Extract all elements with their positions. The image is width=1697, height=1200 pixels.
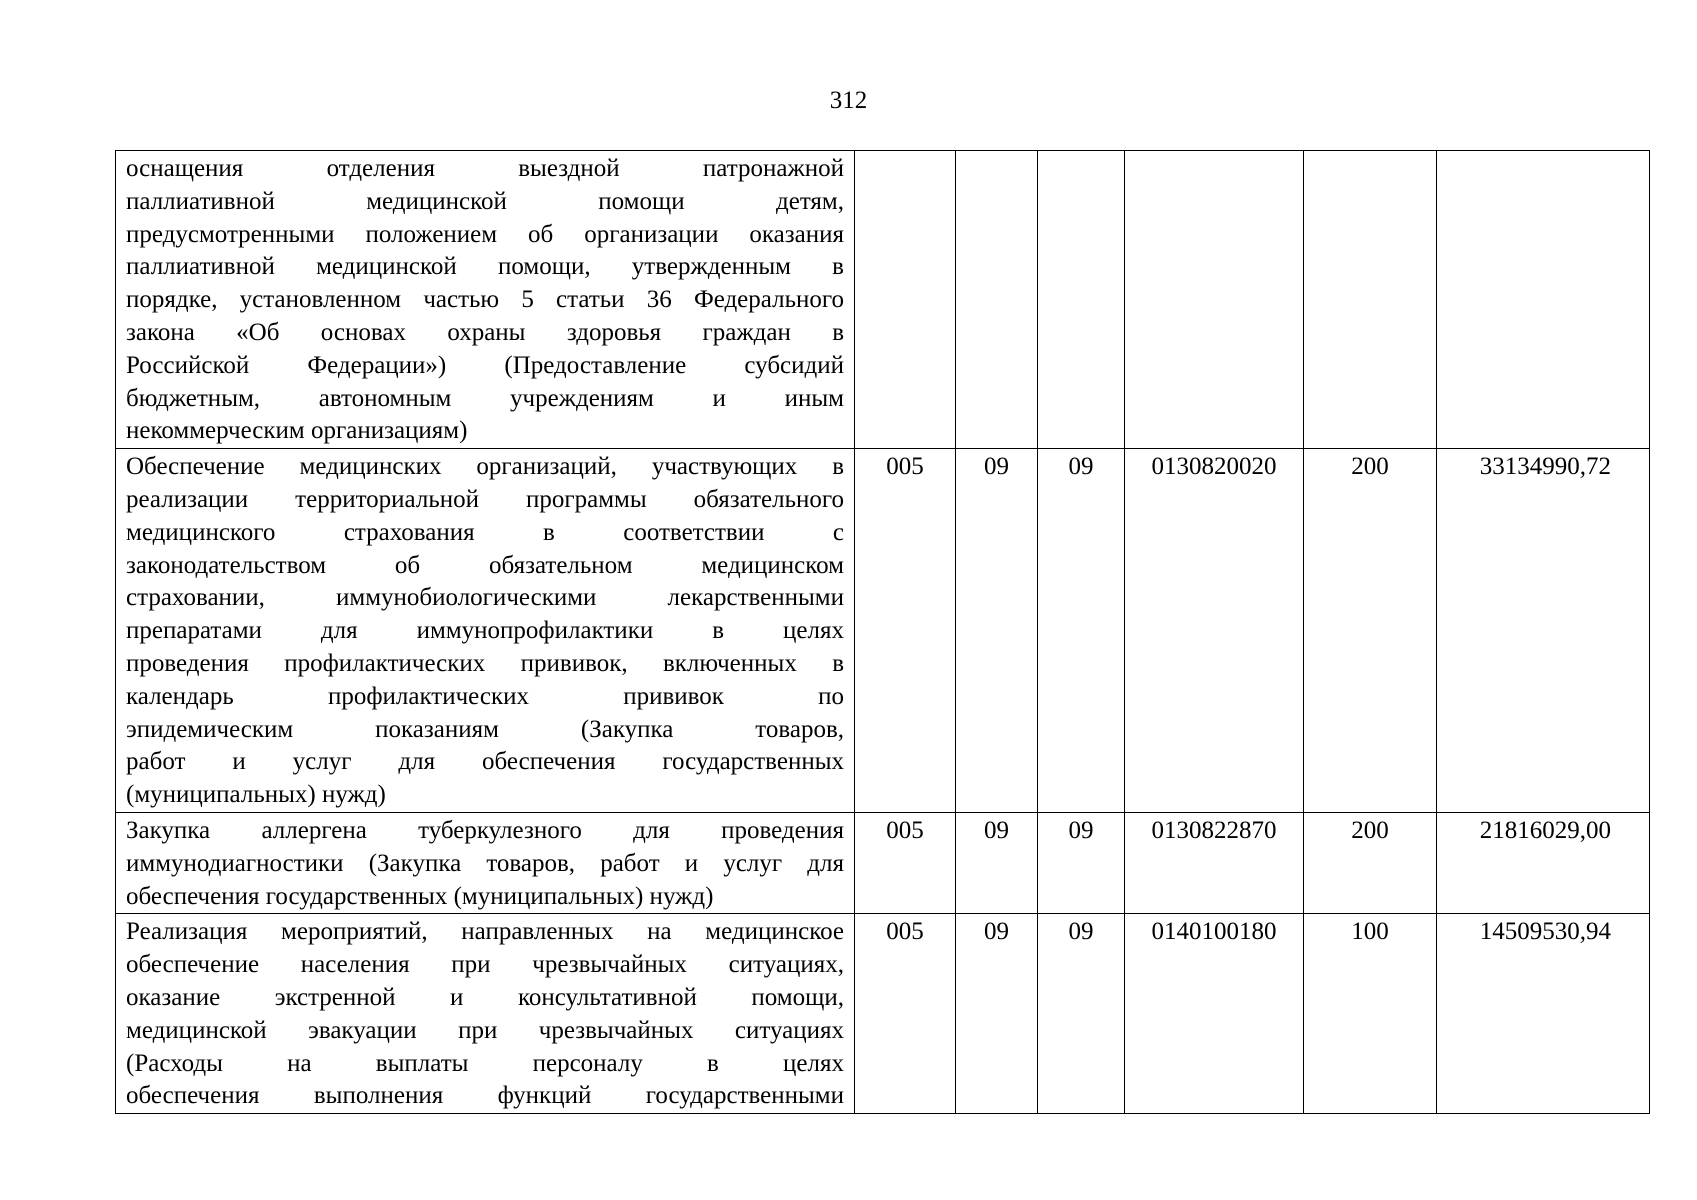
expense-type-cell: 200 [1304,812,1437,913]
description-line: проведения профилактических прививок, включенных в [126,649,844,677]
description-line: паллиативной медицинской помощи, утвержденным в [126,253,844,281]
description-line: порядке, установленном частью 5 статьи 36 Федерального [126,286,844,314]
amount-cell: 33134990,72 [1437,449,1650,813]
description-line: медицинской эвакуации при чрезвычайных ситуациях [126,1016,844,1044]
description-line: препаратами для иммунопрофилактики в целях [126,617,844,645]
expense-type-cell [1304,151,1437,449]
description-line: обеспечения государственных (муниципальных) нужд) [126,882,714,910]
table-row [116,914,1650,1114]
subsection-code-cell [1038,151,1125,449]
ministry-code-cell: 005 [855,914,956,1114]
row-description [116,151,855,449]
amount-cell [1437,151,1650,449]
target-article-cell [1125,151,1304,449]
description-line: обеспечения выполнения функций государственными [126,1082,844,1110]
target-article-cell: 0130822870 [1125,812,1304,913]
table-row [116,812,1650,913]
ministry-code-cell: 005 [855,449,956,813]
description-line: страховании, иммунобиологическими лекарственными [126,584,844,612]
description-line: Реализация мероприятий, направленных на медицинское [126,918,844,946]
description-line: медицинского страхования в соответствии с [126,518,844,546]
budget-table [115,150,1650,1114]
description-line: закона «Об основах охраны здоровья граждан в [126,318,844,346]
description-line: эпидемическим показаниям (Закупка товаров, [126,715,844,743]
target-article-cell: 0140100180 [1125,914,1304,1114]
description-line: (муниципальных) нужд) [126,781,386,809]
subsection-code-cell: 09 [1038,812,1125,913]
section-code-cell [956,151,1038,449]
description-line: законодательством об обязательном медицинском [126,551,844,579]
page-number: 312 [829,87,868,114]
amount-cell: 14509530,94 [1437,914,1650,1114]
description-line: (Расходы на выплаты персоналу в целях [126,1049,844,1077]
description-line: некоммерческим организациям) [126,417,468,445]
ministry-code-cell [855,151,956,449]
subsection-code-cell: 09 [1038,914,1125,1114]
row-description [116,449,855,813]
section-code-cell: 09 [956,449,1038,813]
section-code-cell: 09 [956,812,1038,913]
table-row [116,449,1650,813]
description-line: паллиативной медицинской помощи детям, [126,187,844,215]
description-line: предусмотренными положением об организации оказания [126,220,844,248]
amount-cell: 21816029,00 [1437,812,1650,913]
description-line: календарь профилактических прививок по [126,682,844,710]
expense-type-cell: 100 [1304,914,1437,1114]
row-description [116,812,855,913]
description-line: оснащения отделения выездной патронажной [126,155,844,182]
description-line: Российской Федерации») (Предоставление субсидий [126,351,844,379]
description-line: бюджетным, автономным учреждениям и иным [126,384,844,412]
section-code-cell: 09 [956,914,1038,1114]
description-line: реализации территориальной программы обязательного [126,485,844,513]
ministry-code-cell: 005 [855,812,956,913]
description-line: Обеспечение медицинских организаций, участвующих в [126,453,844,481]
target-article-cell: 0130820020 [1125,449,1304,813]
description-line: обеспечение населения при чрезвычайных ситуациях, [126,951,844,979]
description-line: иммунодиагностики (Закупка товаров, работ и услуг для [126,849,844,877]
subsection-code-cell: 09 [1038,449,1125,813]
table-row [116,151,1650,449]
row-description [116,914,855,1114]
description-line: оказание экстренной и консультативной помощи, [126,983,844,1011]
expense-type-cell: 200 [1304,449,1437,813]
description-line: работ и услуг для обеспечения государственных [126,748,844,776]
description-line: Закупка аллергена туберкулезного для проведения [126,816,844,844]
